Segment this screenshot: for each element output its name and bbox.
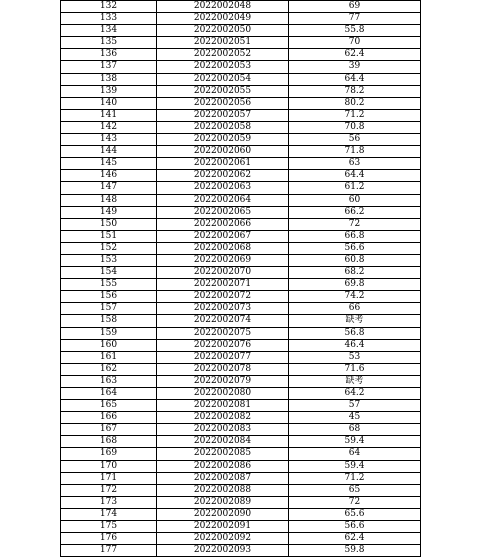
row-index-cell: 143	[61, 134, 157, 146]
candidate-id-cell: 2022002093	[157, 545, 289, 557]
table-row	[61, 242, 421, 254]
candidate-id-cell: 2022002086	[157, 460, 289, 472]
candidate-id-cell: 2022002051	[157, 37, 289, 49]
row-index-cell: 144	[61, 146, 157, 158]
row-index-cell: 170	[61, 460, 157, 472]
score-cell: 60.8	[289, 254, 421, 266]
candidate-id-cell: 2022002090	[157, 508, 289, 520]
row-index-cell: 136	[61, 49, 157, 61]
row-index-cell: 163	[61, 375, 157, 387]
score-cell: 64.4	[289, 73, 421, 85]
table-row	[61, 400, 421, 412]
table-row	[61, 375, 421, 387]
score-cell: 59.4	[289, 460, 421, 472]
score-cell: 56.6	[289, 521, 421, 533]
table-row	[61, 218, 421, 230]
row-index-cell: 161	[61, 351, 157, 363]
table-row	[61, 109, 421, 121]
score-cell: 71.6	[289, 363, 421, 375]
candidate-id-cell: 2022002075	[157, 327, 289, 339]
row-index-cell: 133	[61, 13, 157, 25]
row-index-cell: 174	[61, 508, 157, 520]
score-cell: 46.4	[289, 339, 421, 351]
score-cell: 56.8	[289, 327, 421, 339]
row-index-cell: 175	[61, 521, 157, 533]
score-table	[60, 0, 421, 557]
candidate-id-cell: 2022002077	[157, 351, 289, 363]
score-cell: 66.8	[289, 230, 421, 242]
candidate-id-cell: 2022002091	[157, 521, 289, 533]
score-cell: 缺考	[289, 315, 421, 327]
score-cell: 72	[289, 218, 421, 230]
row-index-cell: 160	[61, 339, 157, 351]
candidate-id-cell: 2022002061	[157, 158, 289, 170]
score-cell: 62.4	[289, 533, 421, 545]
candidate-id-cell: 2022002076	[157, 339, 289, 351]
score-cell: 60	[289, 194, 421, 206]
table-row	[61, 327, 421, 339]
candidate-id-cell: 2022002087	[157, 472, 289, 484]
candidate-id-cell: 2022002050	[157, 25, 289, 37]
table-row	[61, 267, 421, 279]
row-index-cell: 153	[61, 254, 157, 266]
score-cell: 45	[289, 412, 421, 424]
table-row	[61, 339, 421, 351]
row-index-cell: 158	[61, 315, 157, 327]
candidate-id-cell: 2022002053	[157, 61, 289, 73]
score-cell: 59.8	[289, 545, 421, 557]
score-cell: 53	[289, 351, 421, 363]
candidate-id-cell: 2022002081	[157, 400, 289, 412]
row-index-cell: 165	[61, 400, 157, 412]
table-row	[61, 254, 421, 266]
table-row	[61, 533, 421, 545]
candidate-id-cell: 2022002084	[157, 436, 289, 448]
table-row	[61, 170, 421, 182]
score-cell: 65	[289, 484, 421, 496]
score-cell: 65.6	[289, 508, 421, 520]
row-index-cell: 152	[61, 242, 157, 254]
candidate-id-cell: 2022002049	[157, 13, 289, 25]
table-row	[61, 230, 421, 242]
score-cell: 71.8	[289, 146, 421, 158]
row-index-cell: 155	[61, 279, 157, 291]
candidate-id-cell: 2022002088	[157, 484, 289, 496]
table-row	[61, 61, 421, 73]
candidate-id-cell: 2022002071	[157, 279, 289, 291]
candidate-id-cell: 2022002070	[157, 267, 289, 279]
candidate-id-cell: 2022002048	[157, 1, 289, 13]
score-cell: 63	[289, 158, 421, 170]
candidate-id-cell: 2022002062	[157, 170, 289, 182]
row-index-cell: 141	[61, 109, 157, 121]
candidate-id-cell: 2022002074	[157, 315, 289, 327]
score-cell: 64	[289, 448, 421, 460]
row-index-cell: 171	[61, 472, 157, 484]
candidate-id-cell: 2022002052	[157, 49, 289, 61]
score-cell: 69	[289, 1, 421, 13]
table-row	[61, 496, 421, 508]
table-row	[61, 363, 421, 375]
row-index-cell: 148	[61, 194, 157, 206]
candidate-id-cell: 2022002079	[157, 375, 289, 387]
row-index-cell: 139	[61, 85, 157, 97]
row-index-cell: 166	[61, 412, 157, 424]
score-cell: 66	[289, 303, 421, 315]
score-cell: 71.2	[289, 472, 421, 484]
table-row	[61, 351, 421, 363]
score-cell: 55.8	[289, 25, 421, 37]
score-cell: 69.8	[289, 279, 421, 291]
score-cell: 74.2	[289, 291, 421, 303]
row-index-cell: 167	[61, 424, 157, 436]
candidate-id-cell: 2022002057	[157, 109, 289, 121]
candidate-id-cell: 2022002060	[157, 146, 289, 158]
table-row	[61, 460, 421, 472]
table-row	[61, 279, 421, 291]
table-row	[61, 484, 421, 496]
row-index-cell: 142	[61, 121, 157, 133]
score-cell: 80.2	[289, 97, 421, 109]
candidate-id-cell: 2022002055	[157, 85, 289, 97]
table-row	[61, 85, 421, 97]
candidate-id-cell: 2022002080	[157, 388, 289, 400]
candidate-id-cell: 2022002067	[157, 230, 289, 242]
candidate-id-cell: 2022002082	[157, 412, 289, 424]
row-index-cell: 150	[61, 218, 157, 230]
row-index-cell: 134	[61, 25, 157, 37]
table-row	[61, 13, 421, 25]
score-cell: 56.6	[289, 242, 421, 254]
table-row	[61, 545, 421, 557]
table-row	[61, 436, 421, 448]
candidate-id-cell: 2022002085	[157, 448, 289, 460]
row-index-cell: 173	[61, 496, 157, 508]
table-row	[61, 291, 421, 303]
table-row	[61, 25, 421, 37]
candidate-id-cell: 2022002065	[157, 206, 289, 218]
score-cell: 56	[289, 134, 421, 146]
candidate-id-cell: 2022002073	[157, 303, 289, 315]
candidate-id-cell: 2022002054	[157, 73, 289, 85]
row-index-cell: 138	[61, 73, 157, 85]
table-row	[61, 37, 421, 49]
row-index-cell: 172	[61, 484, 157, 496]
score-cell: 39	[289, 61, 421, 73]
row-index-cell: 147	[61, 182, 157, 194]
table-row	[61, 97, 421, 109]
row-index-cell: 151	[61, 230, 157, 242]
row-index-cell: 169	[61, 448, 157, 460]
row-index-cell: 137	[61, 61, 157, 73]
score-cell: 缺考	[289, 375, 421, 387]
score-cell: 68.2	[289, 267, 421, 279]
row-index-cell: 149	[61, 206, 157, 218]
candidate-id-cell: 2022002059	[157, 134, 289, 146]
table-row	[61, 134, 421, 146]
score-cell: 64.2	[289, 388, 421, 400]
row-index-cell: 162	[61, 363, 157, 375]
row-index-cell: 146	[61, 170, 157, 182]
table-row	[61, 303, 421, 315]
table-row	[61, 448, 421, 460]
score-cell: 71.2	[289, 109, 421, 121]
score-cell: 66.2	[289, 206, 421, 218]
candidate-id-cell: 2022002083	[157, 424, 289, 436]
row-index-cell: 176	[61, 533, 157, 545]
score-cell: 62.4	[289, 49, 421, 61]
table-row	[61, 73, 421, 85]
score-table-body	[61, 1, 421, 557]
candidate-id-cell: 2022002063	[157, 182, 289, 194]
row-index-cell: 154	[61, 267, 157, 279]
score-cell: 70	[289, 37, 421, 49]
score-cell: 57	[289, 400, 421, 412]
candidate-id-cell: 2022002056	[157, 97, 289, 109]
table-row	[61, 146, 421, 158]
table-row	[61, 424, 421, 436]
row-index-cell: 140	[61, 97, 157, 109]
score-cell: 72	[289, 496, 421, 508]
score-cell: 78.2	[289, 85, 421, 97]
candidate-id-cell: 2022002064	[157, 194, 289, 206]
table-row	[61, 508, 421, 520]
score-cell: 70.8	[289, 121, 421, 133]
row-index-cell: 157	[61, 303, 157, 315]
candidate-id-cell: 2022002078	[157, 363, 289, 375]
table-row	[61, 1, 421, 13]
table-row	[61, 158, 421, 170]
row-index-cell: 177	[61, 545, 157, 557]
candidate-id-cell: 2022002058	[157, 121, 289, 133]
score-cell: 68	[289, 424, 421, 436]
row-index-cell: 164	[61, 388, 157, 400]
candidate-id-cell: 2022002072	[157, 291, 289, 303]
score-cell: 64.4	[289, 170, 421, 182]
table-row	[61, 194, 421, 206]
row-index-cell: 168	[61, 436, 157, 448]
candidate-id-cell: 2022002089	[157, 496, 289, 508]
table-row	[61, 388, 421, 400]
row-index-cell: 156	[61, 291, 157, 303]
table-row	[61, 49, 421, 61]
table-row	[61, 412, 421, 424]
score-cell: 59.4	[289, 436, 421, 448]
candidate-id-cell: 2022002069	[157, 254, 289, 266]
table-row	[61, 182, 421, 194]
table-row	[61, 472, 421, 484]
candidate-id-cell: 2022002092	[157, 533, 289, 545]
table-row	[61, 206, 421, 218]
row-index-cell: 135	[61, 37, 157, 49]
table-row	[61, 315, 421, 327]
row-index-cell: 145	[61, 158, 157, 170]
candidate-id-cell: 2022002068	[157, 242, 289, 254]
score-cell: 77	[289, 13, 421, 25]
row-index-cell: 132	[61, 1, 157, 13]
table-row	[61, 521, 421, 533]
score-cell: 61.2	[289, 182, 421, 194]
row-index-cell: 159	[61, 327, 157, 339]
table-row	[61, 121, 421, 133]
candidate-id-cell: 2022002066	[157, 218, 289, 230]
